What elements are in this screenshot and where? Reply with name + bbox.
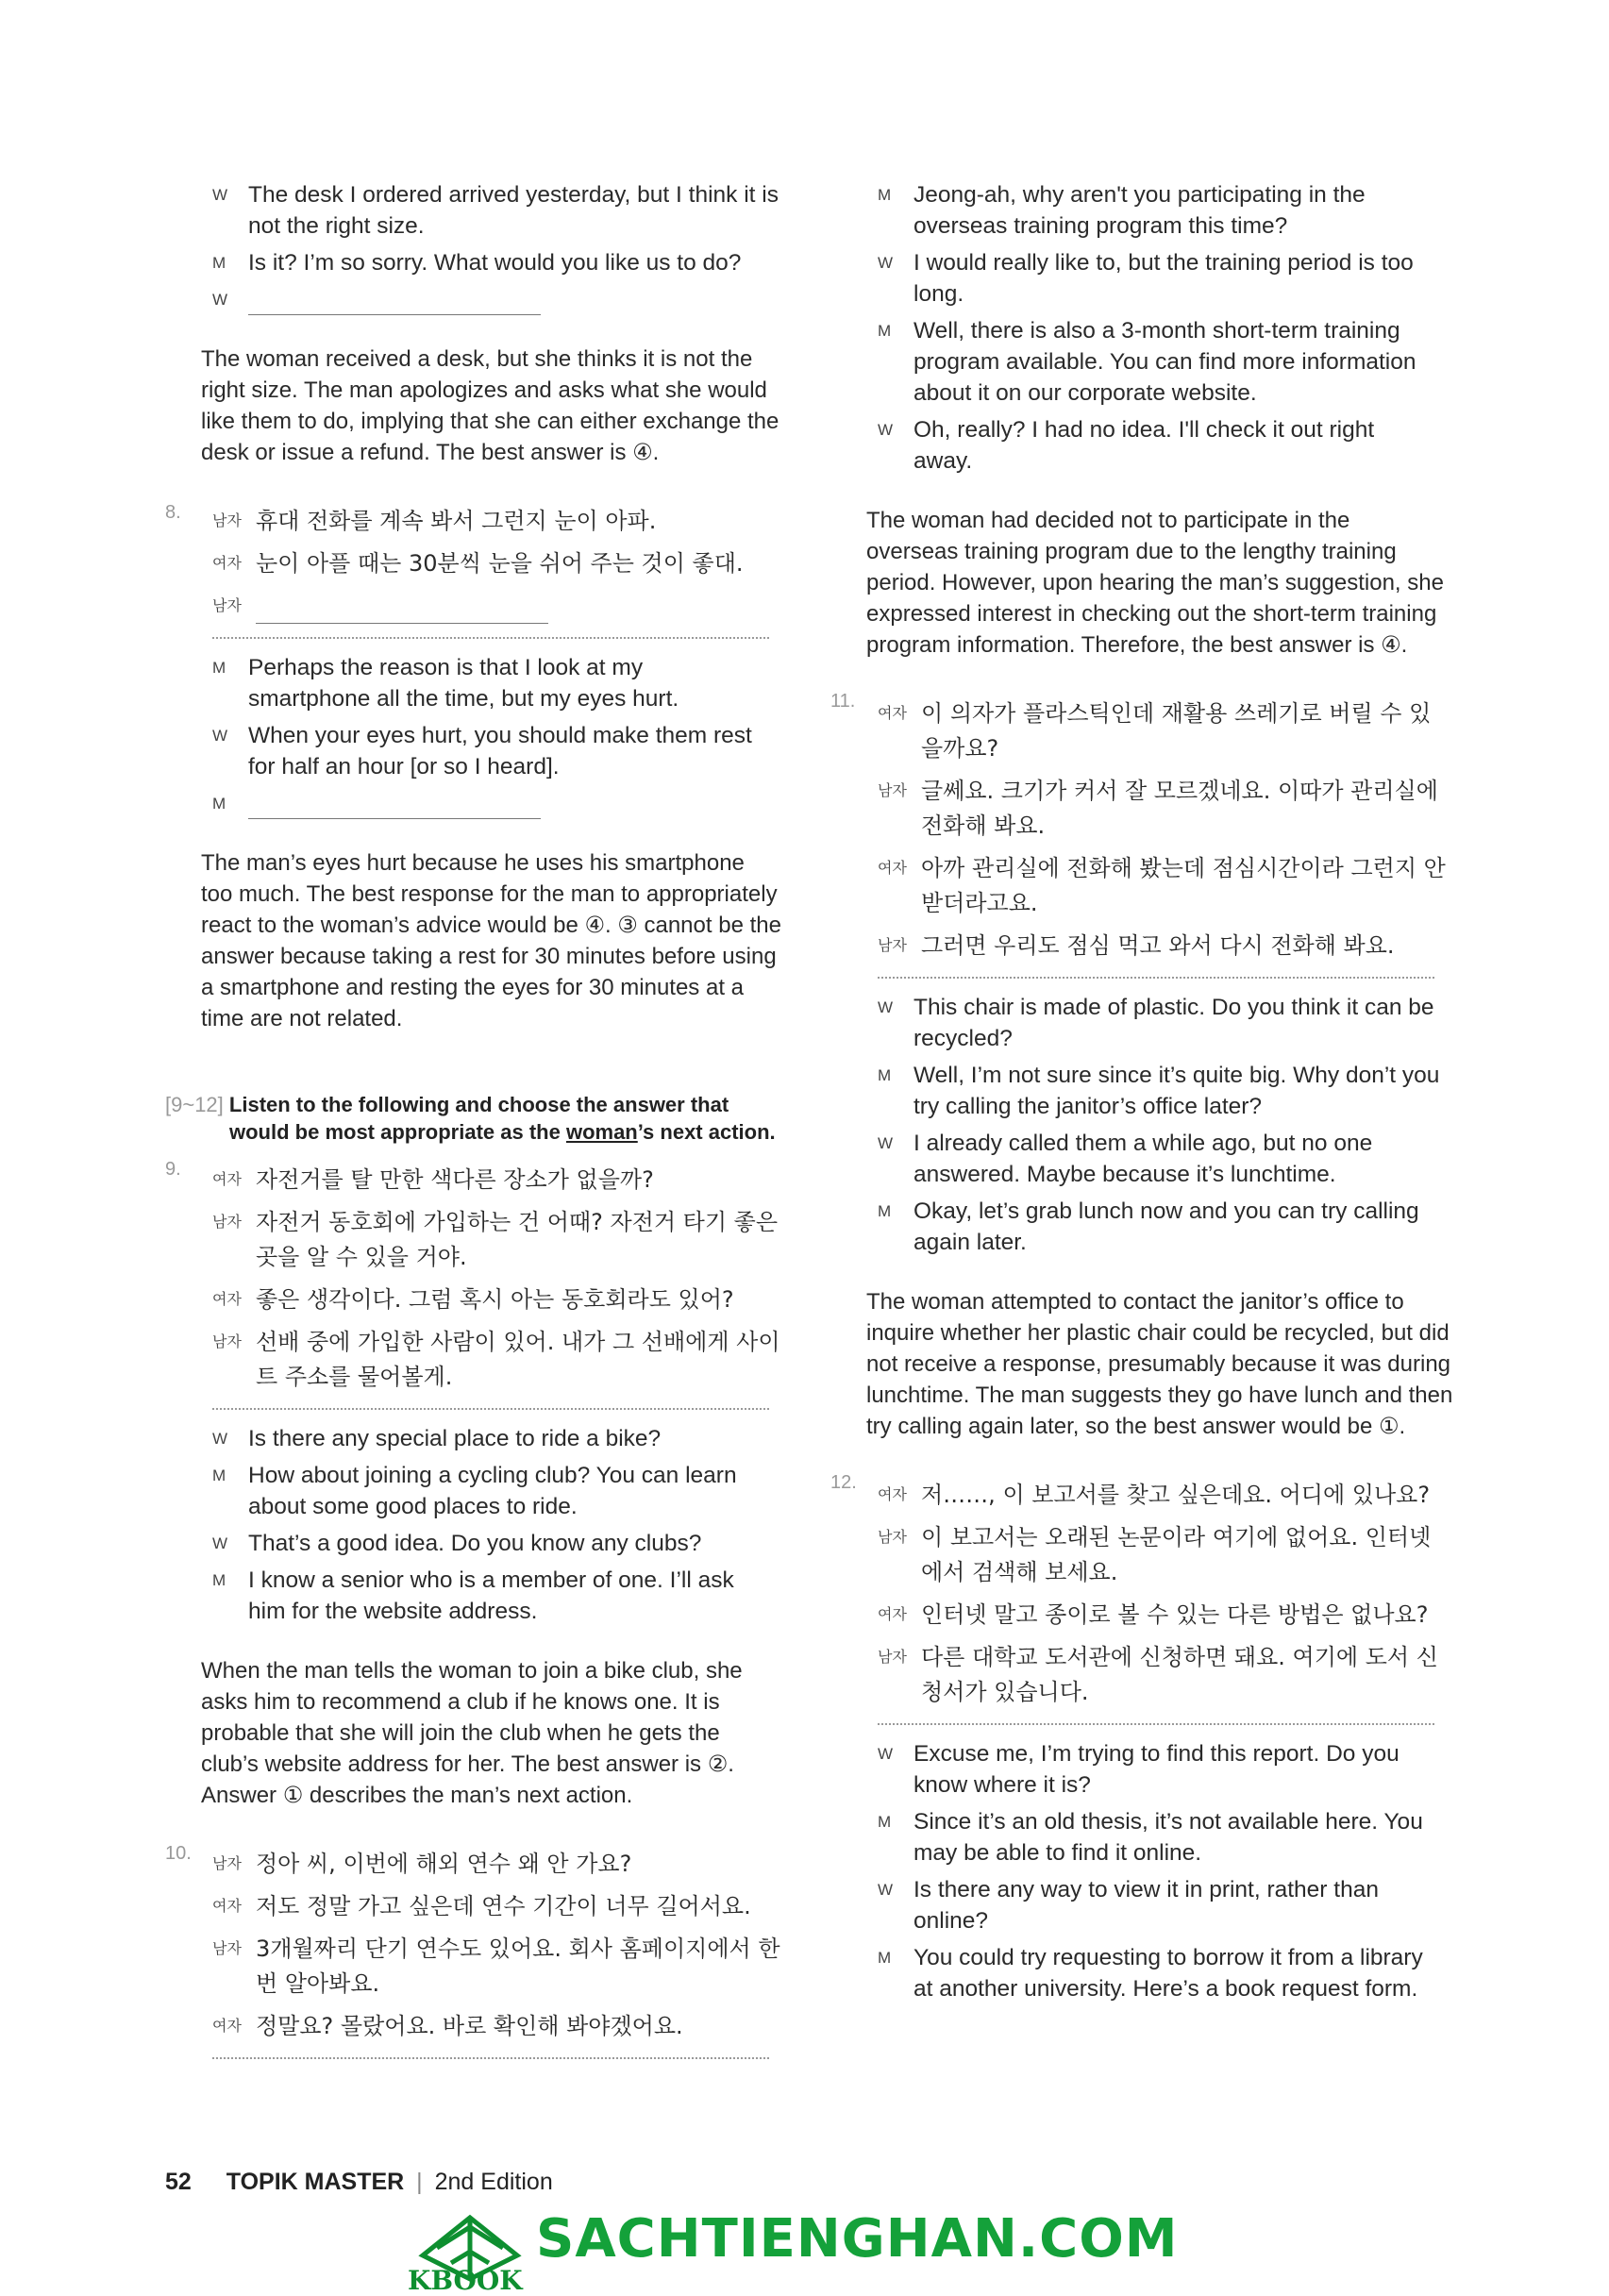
line-text: Jeong-ah, why aren't you participating in the overseas training program this time? <box>913 182 1366 239</box>
instruction-line-1: Listen to the following and choose the answer that <box>228 1093 729 1116</box>
line-text: 저……, 이 보고서를 찾고 싶은데요. 어디에 있나요? <box>921 1482 1431 1508</box>
instruction-text: would be most appropriate as the <box>229 1120 566 1144</box>
speaker: M <box>878 322 892 340</box>
q12-english-dialogue <box>878 1738 1458 2004</box>
dialogue-line <box>878 315 1458 409</box>
speaker: M <box>212 254 226 272</box>
speaker: 남자 <box>878 1530 907 1546</box>
q8-korean-dialogue <box>212 504 793 639</box>
speaker: W <box>212 1534 228 1552</box>
line-text: 눈이 아플 때는 30분씩 눈을 쉬어 주는 것이 좋대. <box>256 550 744 577</box>
dialogue-line <box>212 1460 793 1522</box>
speaker: W <box>878 1745 894 1763</box>
speaker: 여자 <box>878 861 907 877</box>
line-text: 3개월짜리 단기 연수도 있어요. 회사 홈페이지에서 한번 알아봐요. <box>256 1936 780 1997</box>
speaker: 남자 <box>878 783 907 799</box>
question-number: 10. <box>165 1843 192 1864</box>
dialogue-line <box>878 1060 1458 1122</box>
dialogue-line <box>212 284 793 315</box>
speaker: 남자 <box>212 598 242 614</box>
line-text: I know a senior who is a member of one. I’ll ask him for the website address. <box>248 1567 734 1624</box>
speaker: W <box>212 291 228 309</box>
line-text: 자전거를 탈 만한 색다른 장소가 없을까? <box>256 1166 654 1193</box>
line-text: You could try requesting to borrow it from a library at another university. Here’s a book request form. <box>913 1945 1423 2002</box>
q9-korean-dialogue <box>212 1163 793 1410</box>
dialogue-line <box>878 1598 1458 1633</box>
line-text: Excuse me, I’m trying to find this report. Do you know where it is? <box>913 1741 1399 1798</box>
right-column <box>830 179 1458 2010</box>
question-number: 9. <box>165 1159 181 1180</box>
speaker: 여자 <box>878 1607 907 1623</box>
dialogue-line <box>212 1282 793 1317</box>
q9-explanation: When the man tells the woman to join a bike club, she asks him to recommend a club if he knows one. It is probable that she will join the club when he gets the club’s website address for her. The best answer is ②. Answer ① describes the man’s next action. <box>201 1658 743 1808</box>
footer-separator: | <box>416 2169 423 2195</box>
line-text: That’s a good idea. Do you know any clubs? <box>248 1531 702 1556</box>
speaker: M <box>212 1466 226 1484</box>
line-text: I already called them a while ago, but no one answered. Maybe because it’s lunchtime. <box>913 1131 1373 1187</box>
speaker: M <box>878 1202 892 1220</box>
q9-english-dialogue <box>212 1423 793 1627</box>
line-text: 이 보고서는 오래된 논문이라 여기에 없어요. 인터넷에서 검색해 보세요. <box>921 1524 1432 1585</box>
speaker: 여자 <box>212 1899 242 1915</box>
speaker: 여자 <box>878 1487 907 1503</box>
question-10 <box>165 1843 793 2059</box>
question-number: 8. <box>165 502 181 523</box>
book-title: TOPIK MASTER <box>226 2169 405 2195</box>
dialogue-line <box>212 1847 793 1882</box>
speaker: W <box>212 1430 228 1448</box>
dialogue-line <box>878 1806 1458 1869</box>
q7-english-dialogue <box>212 179 793 315</box>
dialogue-line <box>878 1874 1458 1936</box>
line-text: 인터넷 말고 종이로 볼 수 있는 다른 방법은 없나요? <box>921 1601 1429 1628</box>
question-number: 12. <box>830 1472 857 1493</box>
line-text: 정아 씨, 이번에 해외 연수 왜 안 가요? <box>256 1851 632 1877</box>
dialogue-line <box>878 929 1458 964</box>
watermark-site: SACHTIENGHAN.COM <box>536 2208 1179 2270</box>
dialogue-line <box>878 247 1458 310</box>
line-text: Since it’s an old thesis, it’s not available here. You may be able to find it online. <box>913 1809 1423 1866</box>
q7-explanation: The woman received a desk, but she thinks it is not the right size. The man apologizes and asks what she would like them to do, implying that she can either exchange the desk or issue a refund. The best answer is ④. <box>201 346 779 465</box>
line-text: Is there any special place to ride a bike? <box>248 1426 662 1451</box>
speaker: W <box>878 998 894 1016</box>
q10-explanation: The woman had decided not to participate in the overseas training program due to the lengthy training period. However, upon hearing the man’s suggestion, she expressed interest in checking out the short-term training program information. Therefore, the best answer is ④. <box>866 508 1444 658</box>
dialogue-line <box>212 1205 793 1275</box>
dialogue-line <box>212 179 793 242</box>
dialogue-line <box>212 652 793 714</box>
speaker: W <box>212 186 228 204</box>
q12-korean-dialogue <box>878 1478 1458 1725</box>
underlined-word: woman <box>565 1120 638 1144</box>
line-text: 좋은 생각이다. 그럼 혹시 아는 동호회라도 있어? <box>256 1286 734 1313</box>
dotted-divider <box>878 977 1434 979</box>
watermark-brand: KBOOK <box>408 2265 523 2296</box>
question-11 <box>830 691 1458 1442</box>
q11-explanation: The woman attempted to contact the janitor’s office to inquire whether her plastic chair could be recycled, but did not receive a response, presumably because it was during lunchtime. The man suggests they go have lunch and then try calling again later, so the best answer would be ①. <box>866 1289 1453 1439</box>
speaker: 여자 <box>878 706 907 722</box>
dialogue-line <box>212 1528 793 1559</box>
line-text: 그러면 우리도 점심 먹고 와서 다시 전화해 봐요. <box>921 932 1395 959</box>
dialogue-line <box>212 2009 793 2044</box>
speaker: M <box>212 659 226 677</box>
line-text: Well, there is also a 3-month short-term training program available. You can find more information about it on our corporate website. <box>913 318 1416 406</box>
speaker: M <box>878 1066 892 1084</box>
line-text: 이 의자가 플라스틱인데 재활용 쓰레기로 버릴 수 있을까요? <box>921 700 1432 762</box>
dialogue-line <box>878 1128 1458 1190</box>
q8-english-dialogue <box>212 652 793 819</box>
q8-explanation: The man’s eyes hurt because he uses his smartphone too much. The best response for the man to appropriately react to the woman’s advice would be ④. ③ cannot be the answer because taking a rest for 30 minutes before using a smartphone and resting the eyes for 30 minutes at a time are not related. <box>201 850 781 1031</box>
answer-blank <box>248 788 541 819</box>
dialogue-line <box>878 992 1458 1054</box>
speaker: 여자 <box>212 1172 242 1188</box>
line-text: 자전거 동호회에 가입하는 건 어때? 자전거 타기 좋은 곳을 알 수 있을 거야. <box>256 1209 779 1270</box>
line-text: This chair is made of plastic. Do you think it can be recycled? <box>913 995 1434 1051</box>
speaker: 남자 <box>212 1856 242 1872</box>
line-text: 휴대 전화를 계속 봐서 그런지 눈이 아파. <box>256 508 657 534</box>
line-text: 글쎄요. 크기가 커서 잘 모르겠네요. 이따가 관리실에 전화해 봐요. <box>921 778 1438 839</box>
dialogue-line <box>878 1738 1458 1801</box>
question-9 <box>165 1159 793 1811</box>
dialogue-line <box>212 247 793 278</box>
speaker: W <box>878 1881 894 1899</box>
dialogue-line <box>878 1196 1458 1258</box>
answer-blank <box>256 589 548 624</box>
speaker: W <box>878 421 894 439</box>
dotted-divider <box>212 2057 769 2059</box>
dialogue-line <box>212 720 793 782</box>
speaker: M <box>878 1813 892 1831</box>
dialogue-line <box>212 1565 793 1627</box>
speaker: 여자 <box>212 1292 242 1308</box>
speaker: 남자 <box>212 513 242 529</box>
line-text: 정말요? 몰랐어요. 바로 확인해 봐야겠어요. <box>256 2013 683 2039</box>
question-number: 11. <box>830 691 856 712</box>
page-number: 52 <box>165 2169 192 2195</box>
instruction-text: ’s next action. <box>637 1120 776 1144</box>
speaker: 여자 <box>212 556 242 572</box>
q11-korean-dialogue <box>878 696 1458 979</box>
speaker: W <box>212 727 228 745</box>
dotted-divider <box>212 1408 769 1410</box>
left-column <box>165 179 793 2072</box>
q11-english-dialogue <box>878 992 1458 1258</box>
line-text: 선배 중에 가입한 사람이 있어. 내가 그 선배에게 사이트 주소를 물어볼게. <box>256 1329 780 1390</box>
dialogue-line <box>878 179 1458 242</box>
dialogue-line <box>212 1423 793 1454</box>
dialogue-line <box>878 1520 1458 1590</box>
speaker: 남자 <box>212 1941 242 1957</box>
dialogue-line <box>878 696 1458 766</box>
speaker: M <box>878 1949 892 1967</box>
line-text: 저도 정말 가고 싶은데 연수 기간이 너무 길어서요. <box>256 1893 751 1919</box>
q10-korean-dialogue <box>212 1847 793 2059</box>
speaker: W <box>878 254 894 272</box>
line-text: Is it? I’m so sorry. What would you like us to do? <box>248 250 742 276</box>
speaker: M <box>212 795 226 813</box>
dotted-divider <box>878 1723 1434 1725</box>
dialogue-line <box>212 504 793 539</box>
line-text: Well, I’m not sure since it’s quite big. Why don’t you try calling the janitor’s office later? <box>913 1063 1440 1119</box>
line-text: Okay, let’s grab lunch now and you can try calling again later. <box>913 1198 1419 1255</box>
dialogue-line <box>878 1640 1458 1710</box>
speaker: 남자 <box>878 1650 907 1666</box>
line-text: Oh, really? I had no idea. I'll check it out right away. <box>913 417 1375 474</box>
line-text: Is there any way to view it in print, rather than online? <box>913 1877 1379 1934</box>
speaker: 남자 <box>878 938 907 954</box>
edition-label: 2nd Edition <box>434 2169 553 2195</box>
dialogue-line <box>878 774 1458 844</box>
speaker: M <box>878 186 892 204</box>
dotted-divider <box>212 637 769 639</box>
speaker: W <box>878 1134 894 1152</box>
speaker: M <box>212 1571 226 1589</box>
dialogue-line <box>212 589 793 624</box>
line-text: 다른 대학교 도서관에 신청하면 돼요. 여기에 도서 신청서가 있습니다. <box>921 1644 1438 1705</box>
speaker: 여자 <box>212 2019 242 2035</box>
question-range: [9~12] <box>165 1093 224 1116</box>
speaker: 남자 <box>212 1334 242 1350</box>
line-text: I would really like to, but the training period is too long. <box>913 250 1414 307</box>
dialogue-line <box>878 1942 1458 2004</box>
dialogue-line <box>212 1163 793 1198</box>
dialogue-line <box>878 851 1458 921</box>
speaker: 남자 <box>212 1215 242 1231</box>
dialogue-line <box>878 414 1458 477</box>
dialogue-line <box>212 788 793 819</box>
dialogue-line <box>212 1325 793 1395</box>
question-12 <box>830 1472 1458 2004</box>
instruction-line-2 <box>229 1118 776 1146</box>
line-text: How about joining a cycling club? You can learn about some good places to ride. <box>248 1463 737 1519</box>
dialogue-line <box>212 546 793 581</box>
line-text: 아까 관리실에 전화해 봤는데 점심시간이라 그런지 안 받더라고요. <box>921 855 1446 916</box>
line-text: When your eyes hurt, you should make them rest for half an hour [or so I heard]. <box>248 723 752 779</box>
dialogue-line <box>878 1478 1458 1513</box>
answer-blank <box>248 284 541 315</box>
line-text: Perhaps the reason is that I look at my smartphone all the time, but my eyes hurt. <box>248 655 679 712</box>
dialogue-line <box>212 1932 793 2002</box>
q10-english-dialogue <box>878 179 1458 477</box>
line-text: The desk I ordered arrived yesterday, but I think it is not the right size. <box>248 182 779 239</box>
dialogue-line <box>212 1889 793 1924</box>
section-instruction <box>165 1091 793 1146</box>
question-8 <box>165 504 793 1034</box>
